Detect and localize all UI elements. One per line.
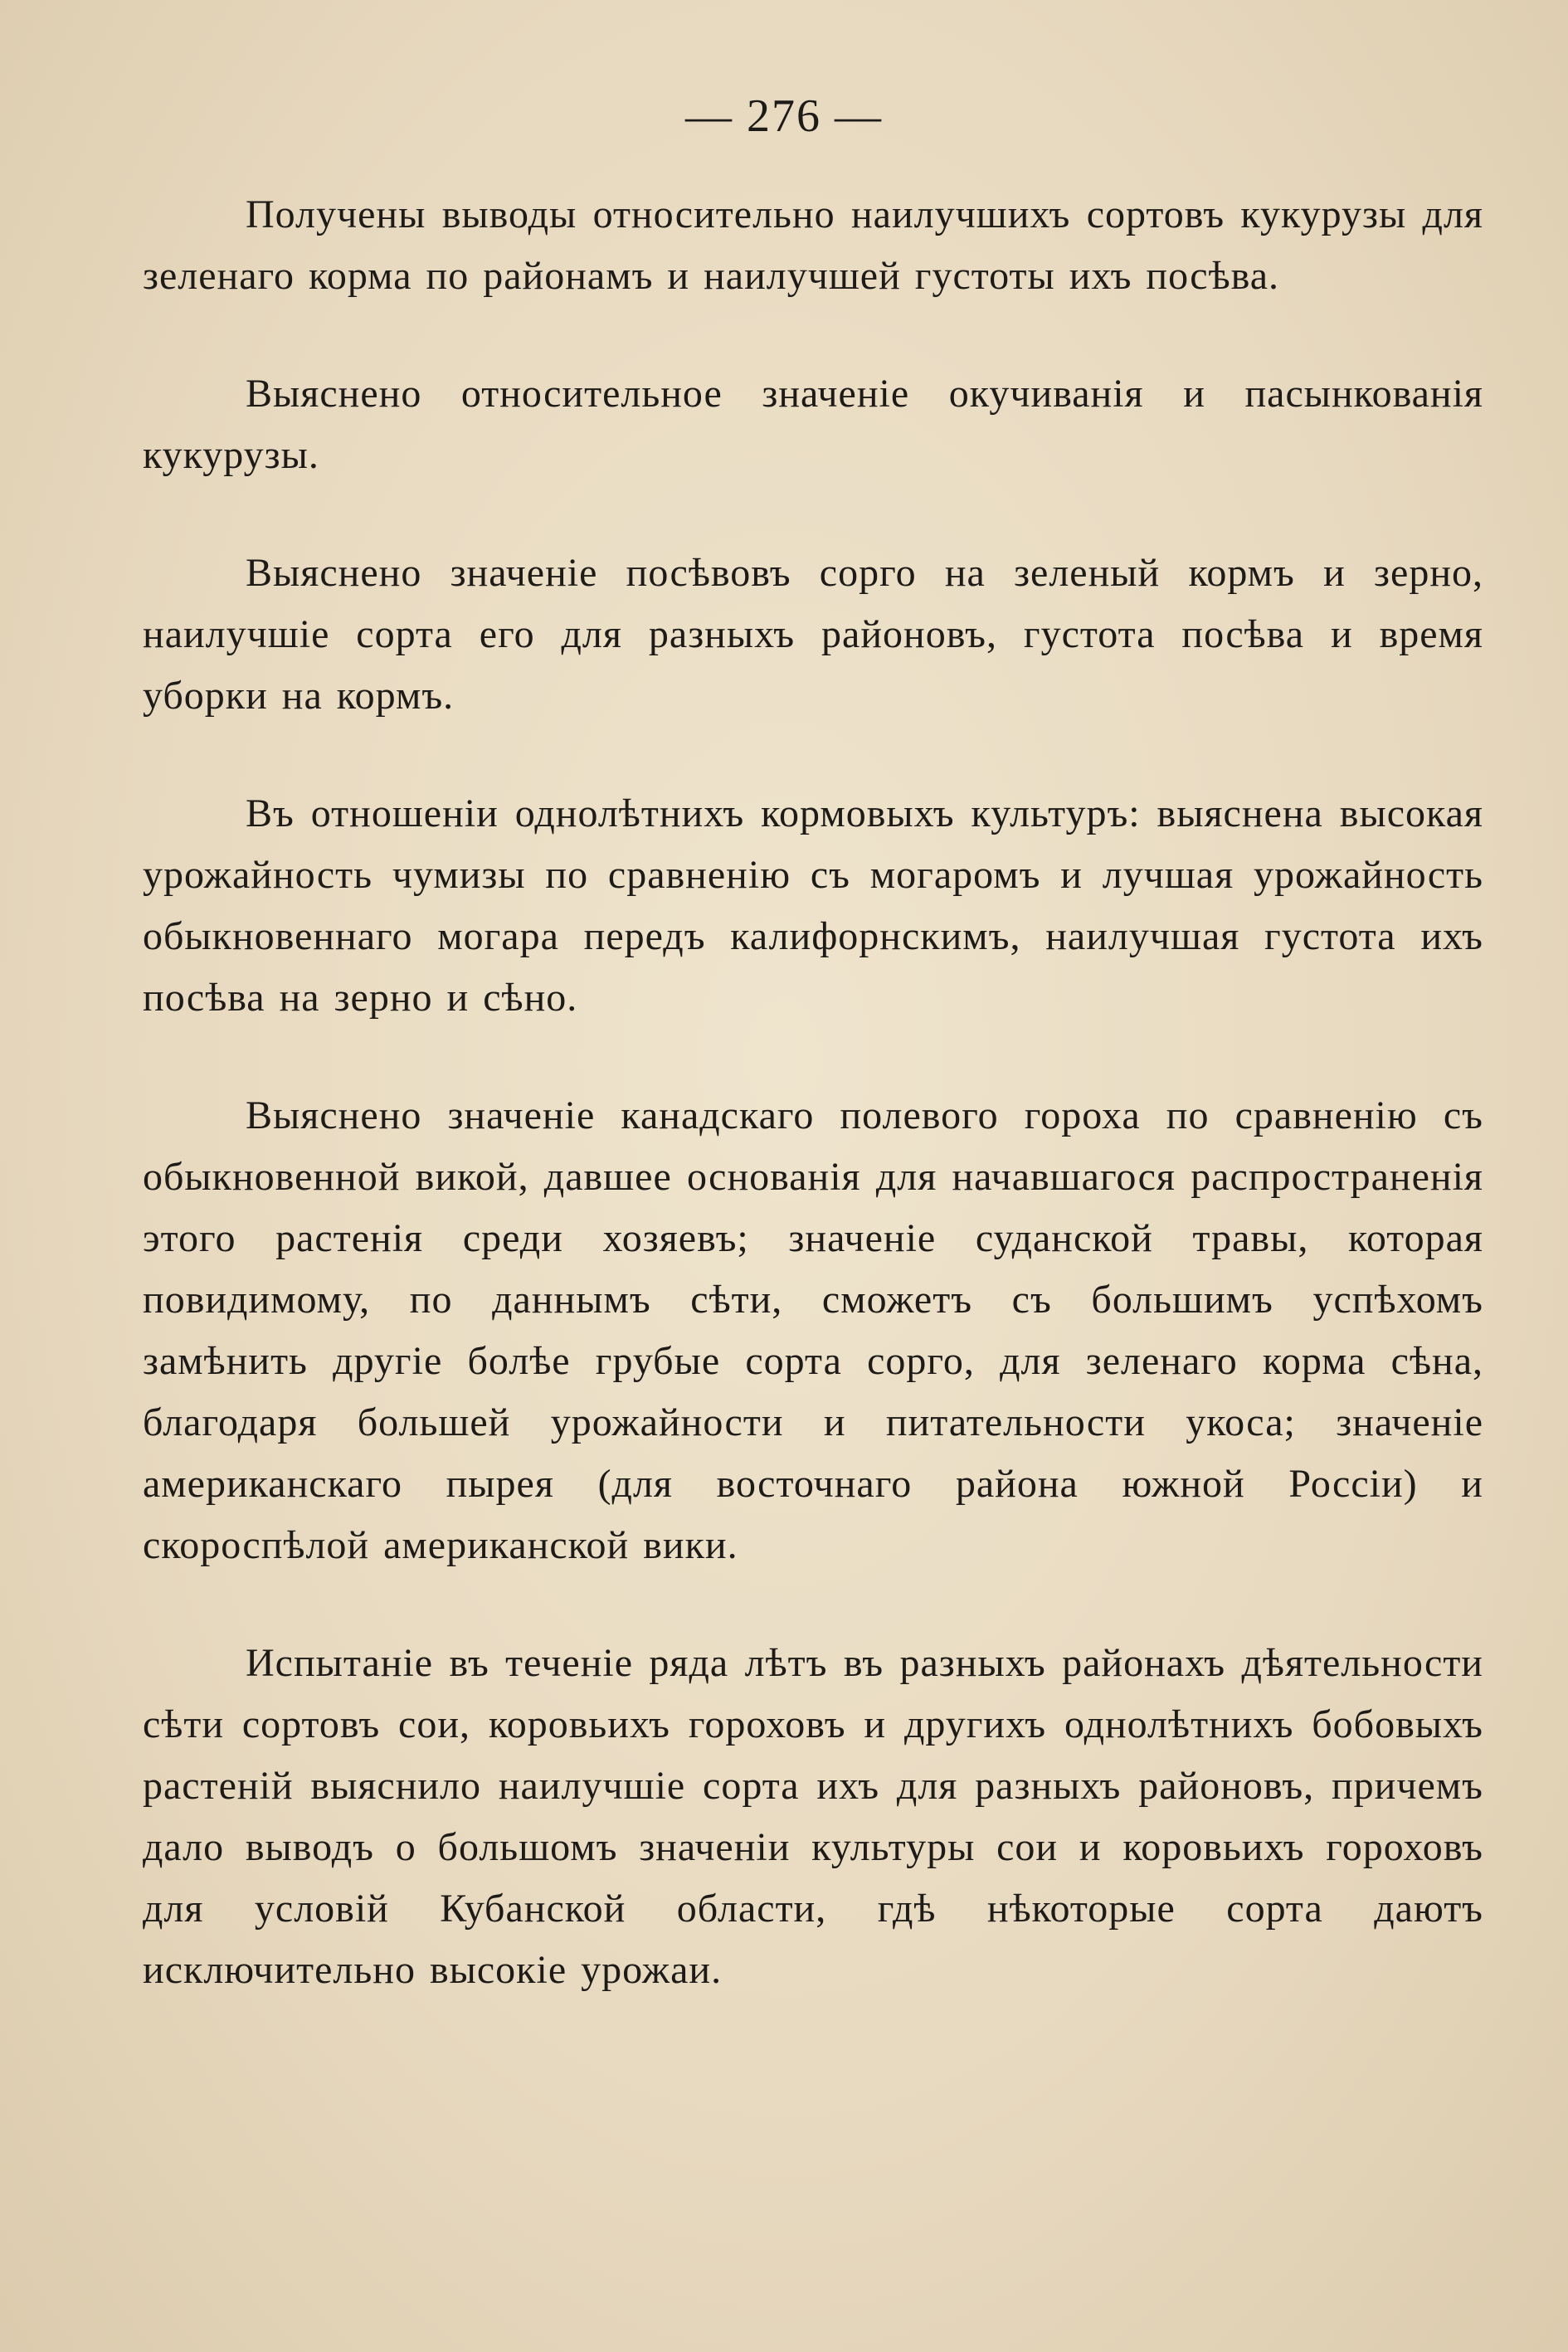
body-text — [143, 184, 1483, 2001]
paragraph: Въ отношенiи однолѣтнихъ кормовыхъ культуръ: выяснена высокая урожайность чумизы по сравненiю съ могаромъ и лучшая урожайность обыкновеннаго могара передъ калифорнскимъ, наилучшая густота ихъ посѣва на зерно и сѣно. — [143, 791, 1483, 1020]
paragraph: Выяснено относительное значенiе окучиванiя и пасынкованiя кукурузы. — [143, 372, 1484, 477]
page-number: — 276 — — [685, 90, 883, 142]
paragraph: Испытанiе въ теченiе ряда лѣтъ въ разныхъ районахъ дѣятельности сѣти сортовъ сои, коровьихъ гороховъ и другихъ однолѣтнихъ бобовыхъ растенiй выяснило наилучшiе сорта ихъ для разныхъ районовъ, причемъ дало выводъ о большомъ значенiи культуры сои и коровьихъ гороховъ для условiй Кубанской области, гдѣ нѣкоторые сорта даютъ исключительно высокiе урожаи. — [143, 1641, 1483, 1992]
paragraph: Получены выводы относительно наилучшихъ сортовъ кукурузы для зеленаго корма по районамъ и наилучшей густоты ихъ посѣва. — [143, 192, 1483, 298]
paragraph: Выяснено значенiе канадскаго полевого гороха по сравненiю съ обыкновенной викой, давшее основанiя для начавшагося распространенiя этого растенiя среди хозяевъ; значенiе суданской травы, которая повидимому, по даннымъ сѣти, сможетъ съ большимъ успѣхомъ замѣнить другiе болѣе грубые сорта сорго, для зеленаго корма сѣна, благодаря большей урожайности и питательности укоса; значенiе американскаго пырея (для восточнаго района южной Россiи) и скороспѣлой американской вики. — [143, 1093, 1483, 1567]
paragraph: Выяснено значенiе посѣвовъ сорго на зеленый кормъ и зерно, наилучшiе сорта его для разныхъ районовъ, густота посѣва и время уборки на кормъ. — [143, 551, 1483, 718]
